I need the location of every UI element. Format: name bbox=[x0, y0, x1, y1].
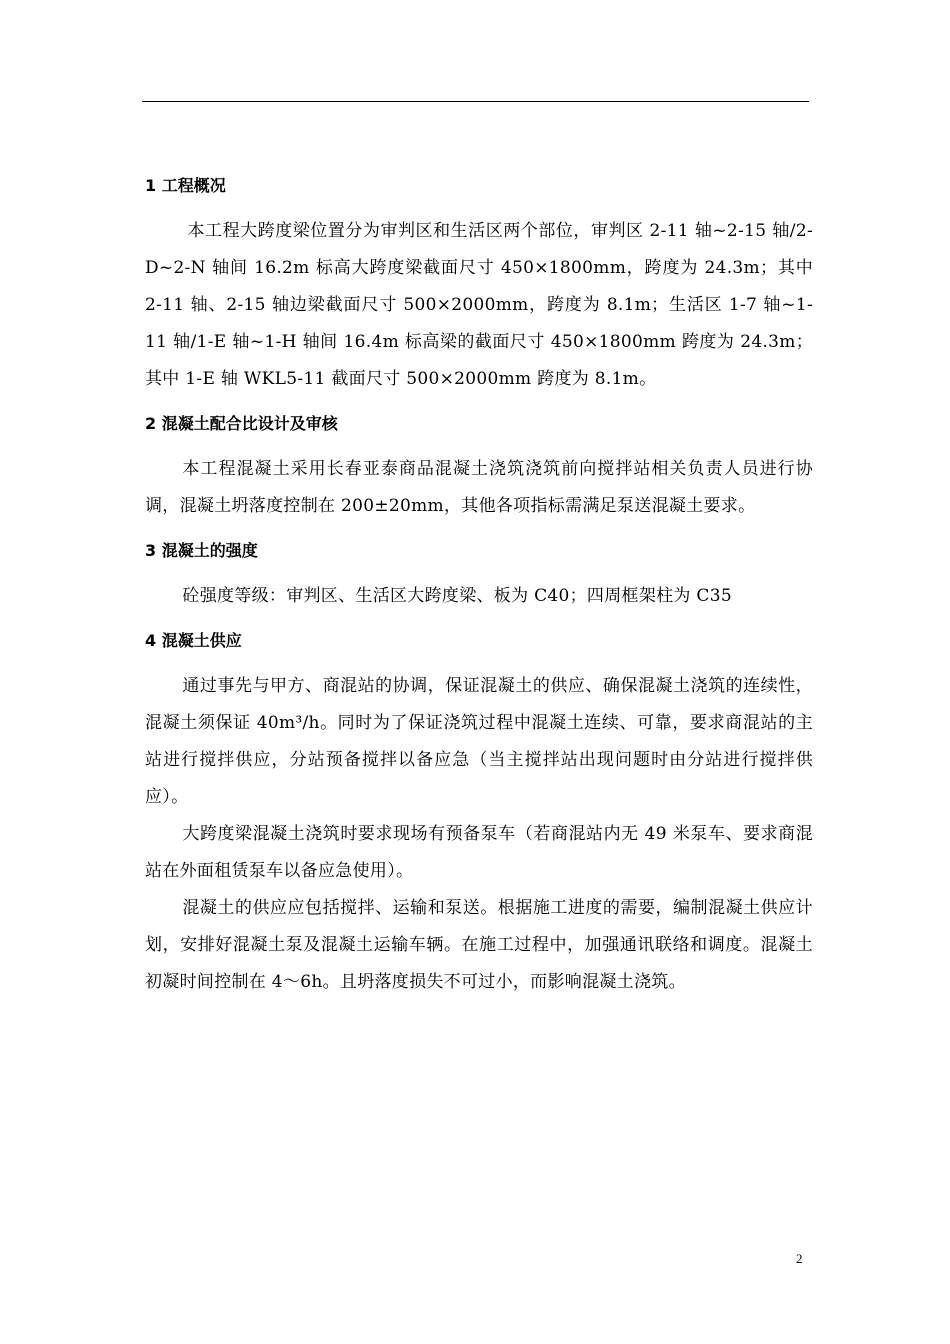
section-3-paragraph-1: 砼强度等级：审判区、生活区大跨度梁、板为 C40；四周框架柱为 C35 bbox=[182, 586, 732, 606]
section-1-paragraph-1: 本工程大跨度梁位置分为审判区和生活区两个部位，审判区 2-11 轴~2-15 轴/2-D~2-N 轴间 16.2m 标高大跨度梁截面尺寸 450×1800mm，跨度为 24.3m；其中 2-11 轴、2-15 轴边梁截面尺寸 500×2000mm，跨度为 8.1m；生活区 1-7 轴~1-11 轴/1-E 轴~1-H 轴间 16.4m 标高梁的截面尺寸 450×1800mm 跨度为 24.3m；其中 1-E 轴 WKL5-11 截面尺寸 500×2000mm 跨度为 8.1m。 bbox=[145, 221, 813, 389]
section-heading-4: 4 混凝土供应 bbox=[145, 631, 242, 650]
document-body bbox=[145, 168, 813, 1001]
section-heading-3: 3 混凝土的强度 bbox=[145, 541, 258, 560]
section-2-paragraph-1: 本工程混凝土采用长春亚泰商品混凝土浇筑浇筑前向搅拌站相关负责人员进行协调，混凝土坍落度控制在 200±20mm，其他各项指标需满足泵送混凝土要求。 bbox=[145, 459, 813, 516]
section-heading-2: 2 混凝土配合比设计及审核 bbox=[145, 414, 338, 433]
page-number: 2 bbox=[796, 1251, 803, 1266]
section-4-paragraph-3: 混凝土的供应应包括搅拌、运输和泵送。根据施工进度的需要，编制混凝土供应计划，安排好混凝土泵及混凝土运输车辆。在施工过程中，加强通讯联络和调度。混凝土初凝时间控制在 4～6h。且坍落度损失不可过小，而影响混凝土浇筑。 bbox=[145, 898, 813, 992]
section-4-paragraph-2: 大跨度梁混凝土浇筑时要求现场有预备泵车（若商混站内无 49 米泵车、要求商混站在外面租赁泵车以备应急使用）。 bbox=[145, 824, 813, 881]
section-heading-1: 1 工程概况 bbox=[145, 176, 226, 195]
header-rule bbox=[142, 101, 809, 102]
section-4-paragraph-1: 通过事先与甲方、商混站的协调，保证混凝土的供应、确保混凝土浇筑的连续性，混凝土须保证 40m³/h。同时为了保证浇筑过程中混凝土连续、可靠，要求商混站的主站进行搅拌供应，分站预备搅拌以备应急（当主搅拌站出现问题时由分站进行搅拌供应）。 bbox=[145, 676, 813, 807]
